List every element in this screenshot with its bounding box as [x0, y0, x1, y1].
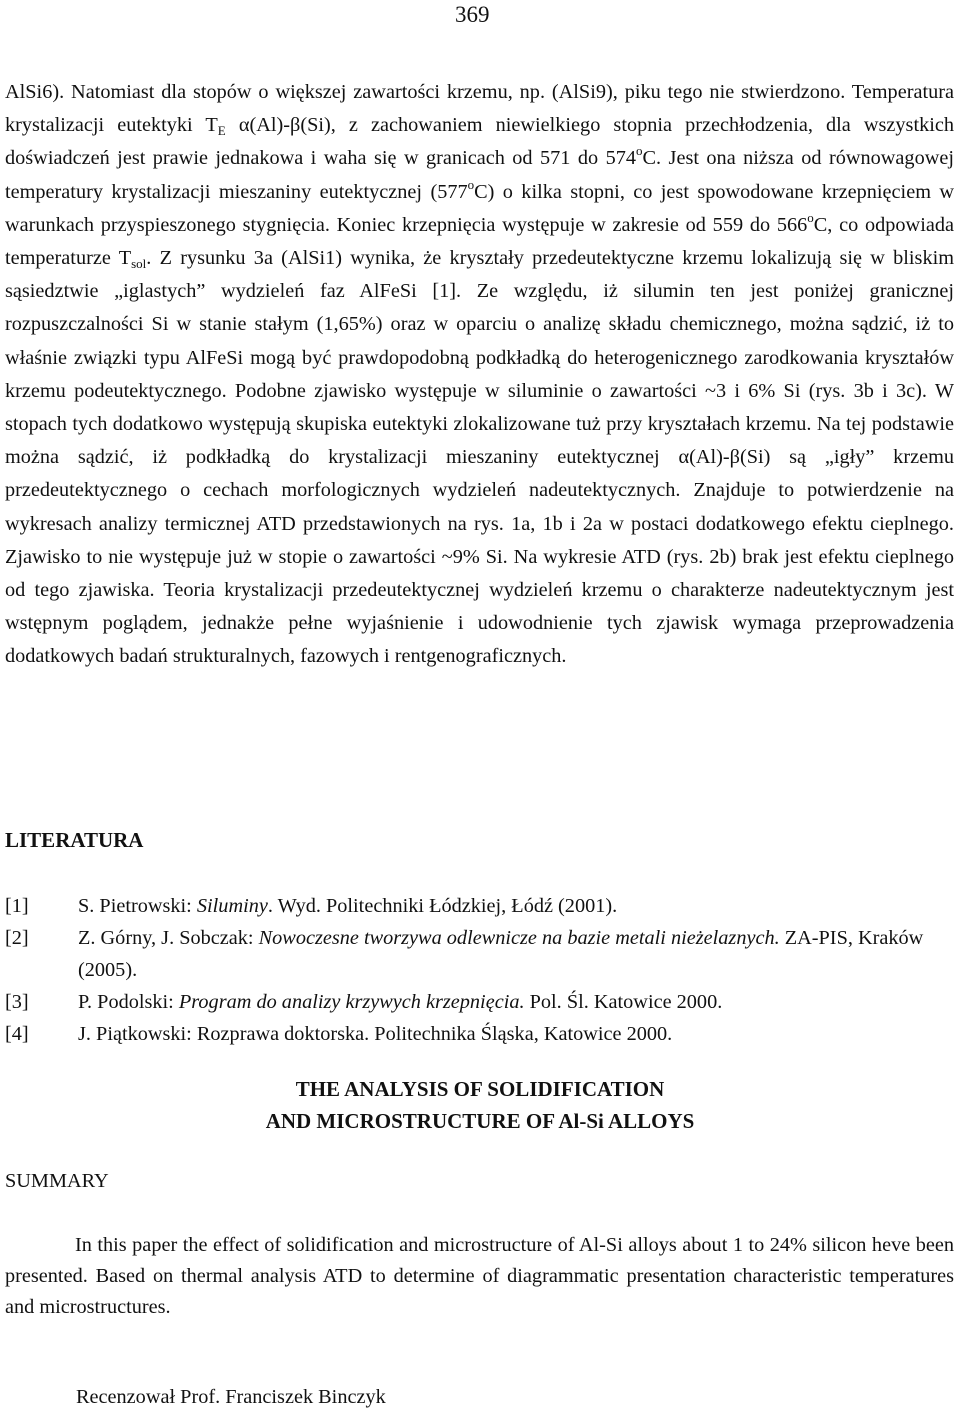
reference-publisher: Pol. Śl. Katowice 2000. — [524, 991, 723, 1013]
reference-author: J. Piątkowski: Rozprawa doktorska. Politechnika Śląska, Katowice 2000. — [78, 1023, 673, 1045]
summary-heading: SUMMARY — [5, 1170, 109, 1192]
reference-publisher: ZA-PIS, Kraków (2005). — [78, 927, 924, 981]
degree-sup-1: o — [636, 143, 643, 159]
reference-number: [3] — [5, 991, 29, 1013]
body-text-1: AlSi6). Natomiast dla stopów o większej zawartości krzemu, np. (AlSi9), piku tego nie stwierdzono. Temperatura krystalizacji eutektyki T — [5, 81, 954, 137]
subscript-sol: sol — [131, 256, 147, 272]
reference-text — [78, 1018, 955, 1050]
reference-item — [5, 922, 955, 986]
page-number: 369 — [455, 2, 490, 27]
reference-number: [1] — [5, 895, 29, 917]
degree-sup-3: o — [807, 209, 814, 225]
reference-item — [5, 890, 955, 922]
reference-author: Z. Górny, J. Sobczak: — [78, 927, 259, 949]
reference-author: S. Pietrowski: — [78, 895, 197, 917]
body-text-5: C, co odpowiada temperaturze T — [5, 213, 954, 270]
body-text-3: C. Jest ona niższa od równowagowej temperatury krystalizacji mieszaniny eutektycznej (577 — [5, 147, 954, 203]
reference-text — [78, 986, 955, 1018]
body-paragraph — [5, 76, 954, 674]
subscript-e: E — [217, 123, 226, 139]
reference-title: Program do analizy krzywych krzepnięcia. — [178, 991, 525, 1013]
reference-item — [5, 986, 955, 1018]
reference-author: P. Podolski: — [78, 991, 179, 1013]
reference-text — [78, 922, 955, 986]
reference-text — [78, 890, 955, 922]
literatura-heading: LITERATURA — [5, 828, 144, 852]
degree-sup-2: o — [467, 176, 475, 192]
reference-number: [4] — [5, 1023, 29, 1045]
reference-title: Nowoczesne tworzywa odlewnicze na bazie metali nieżelaznych. — [258, 927, 780, 949]
reference-publisher: . Wyd. Politechniki Łódzkiej, Łódź (2001). — [267, 895, 618, 917]
reference-title: Siluminy — [196, 895, 268, 917]
body-text-2: α(Al)-β(Si), z zachowaniem niewielkiego stopnia przechłodzenia, dla wszystkich doświadczeń jest prawie jednakowa i waha się w granicach od 571 do 574 — [5, 114, 954, 170]
body-text-6: . Z rysunku 3a (AlSi1) wynika, że kryształy przedeutektyczne krzemu lokalizują się w bliskim sąsiedztwie „iglastych” wydzieleń faz AlFeSi [1]. Ze względu, iż silumin ten jest poniżej granicznej rozpuszczalności Si w stanie stałym (1,65%) oraz w oparciu o analizę składu chemicznego, można sądzić, iż to właśnie związki typu AlFeSi mogą być prawdopodobną podkładką do heterogenicznego zarodkowania kryształów krzemu podeutektycznego. Podobne zjawisko występuje w siluminie o zawartości ~3 i 6% Si (rys. 3b i 3c). W stopach tych dodatkowo występują skupiska eutektyki zlokalizowane tuż przy kryształach krzemu. Na tej podstawie można sądzić, iż podkładką do krystalizacji mieszaniny eutektycznej α(Al)-β(Si) są „igły” krzemu przedeutektycznego o cechach morfologicznych wydzieleń nadeutektycznych. Znajduje to potwierdzenie na wykresach analizy termicznej ATD przedstawionych na rys. 1a, 1b i 2a w postaci dodatkowego efektu cieplnego. Zjawisko to nie występuje już w stopie o zawartości ~9% Si. Na wykresie ATD (rys. 2b) brak jest efektu cieplnego od tego zjawiska. Teoria krystalizacji przedeutektycznej wydzieleń krzemu o charakterze nadeutektycznym jest wstępnym poglądem, jednakże pełne wyjaśnienie i udowodnienie tych zjawisk wymaga przeprowadzenia dodatkowych badań strukturalnych, fazowych i rentgenograficznych. — [5, 247, 954, 668]
reviewer-line: Recenzował Prof. Franciszek Binczyk — [76, 1386, 386, 1408]
reference-list — [5, 890, 955, 1050]
english-title-line-1: THE ANALYSIS OF SOLIDIFICATION — [295, 1077, 665, 1101]
body-text-4: C) o kilka stopni, co jest spowodowane krzepnięciem w warunkach przyspieszonego stygnięcia. Koniec krzepnięcia występuje w zakresie od 559 do 566 — [5, 180, 954, 236]
reference-item — [5, 1018, 955, 1050]
summary-paragraph: In this paper the effect of solidification and microstructure of Al-Si alloys about 1 to 24% silicon heve been presented. Based on thermal analysis ATD to determine of diagrammatic presentation characteristic temperatures and microstructures. — [5, 1234, 954, 1318]
reference-number: [2] — [5, 927, 29, 949]
english-title — [0, 1073, 960, 1137]
english-title-line-2: AND MICROSTRUCTURE OF Al-Si ALLOYS — [265, 1109, 695, 1133]
